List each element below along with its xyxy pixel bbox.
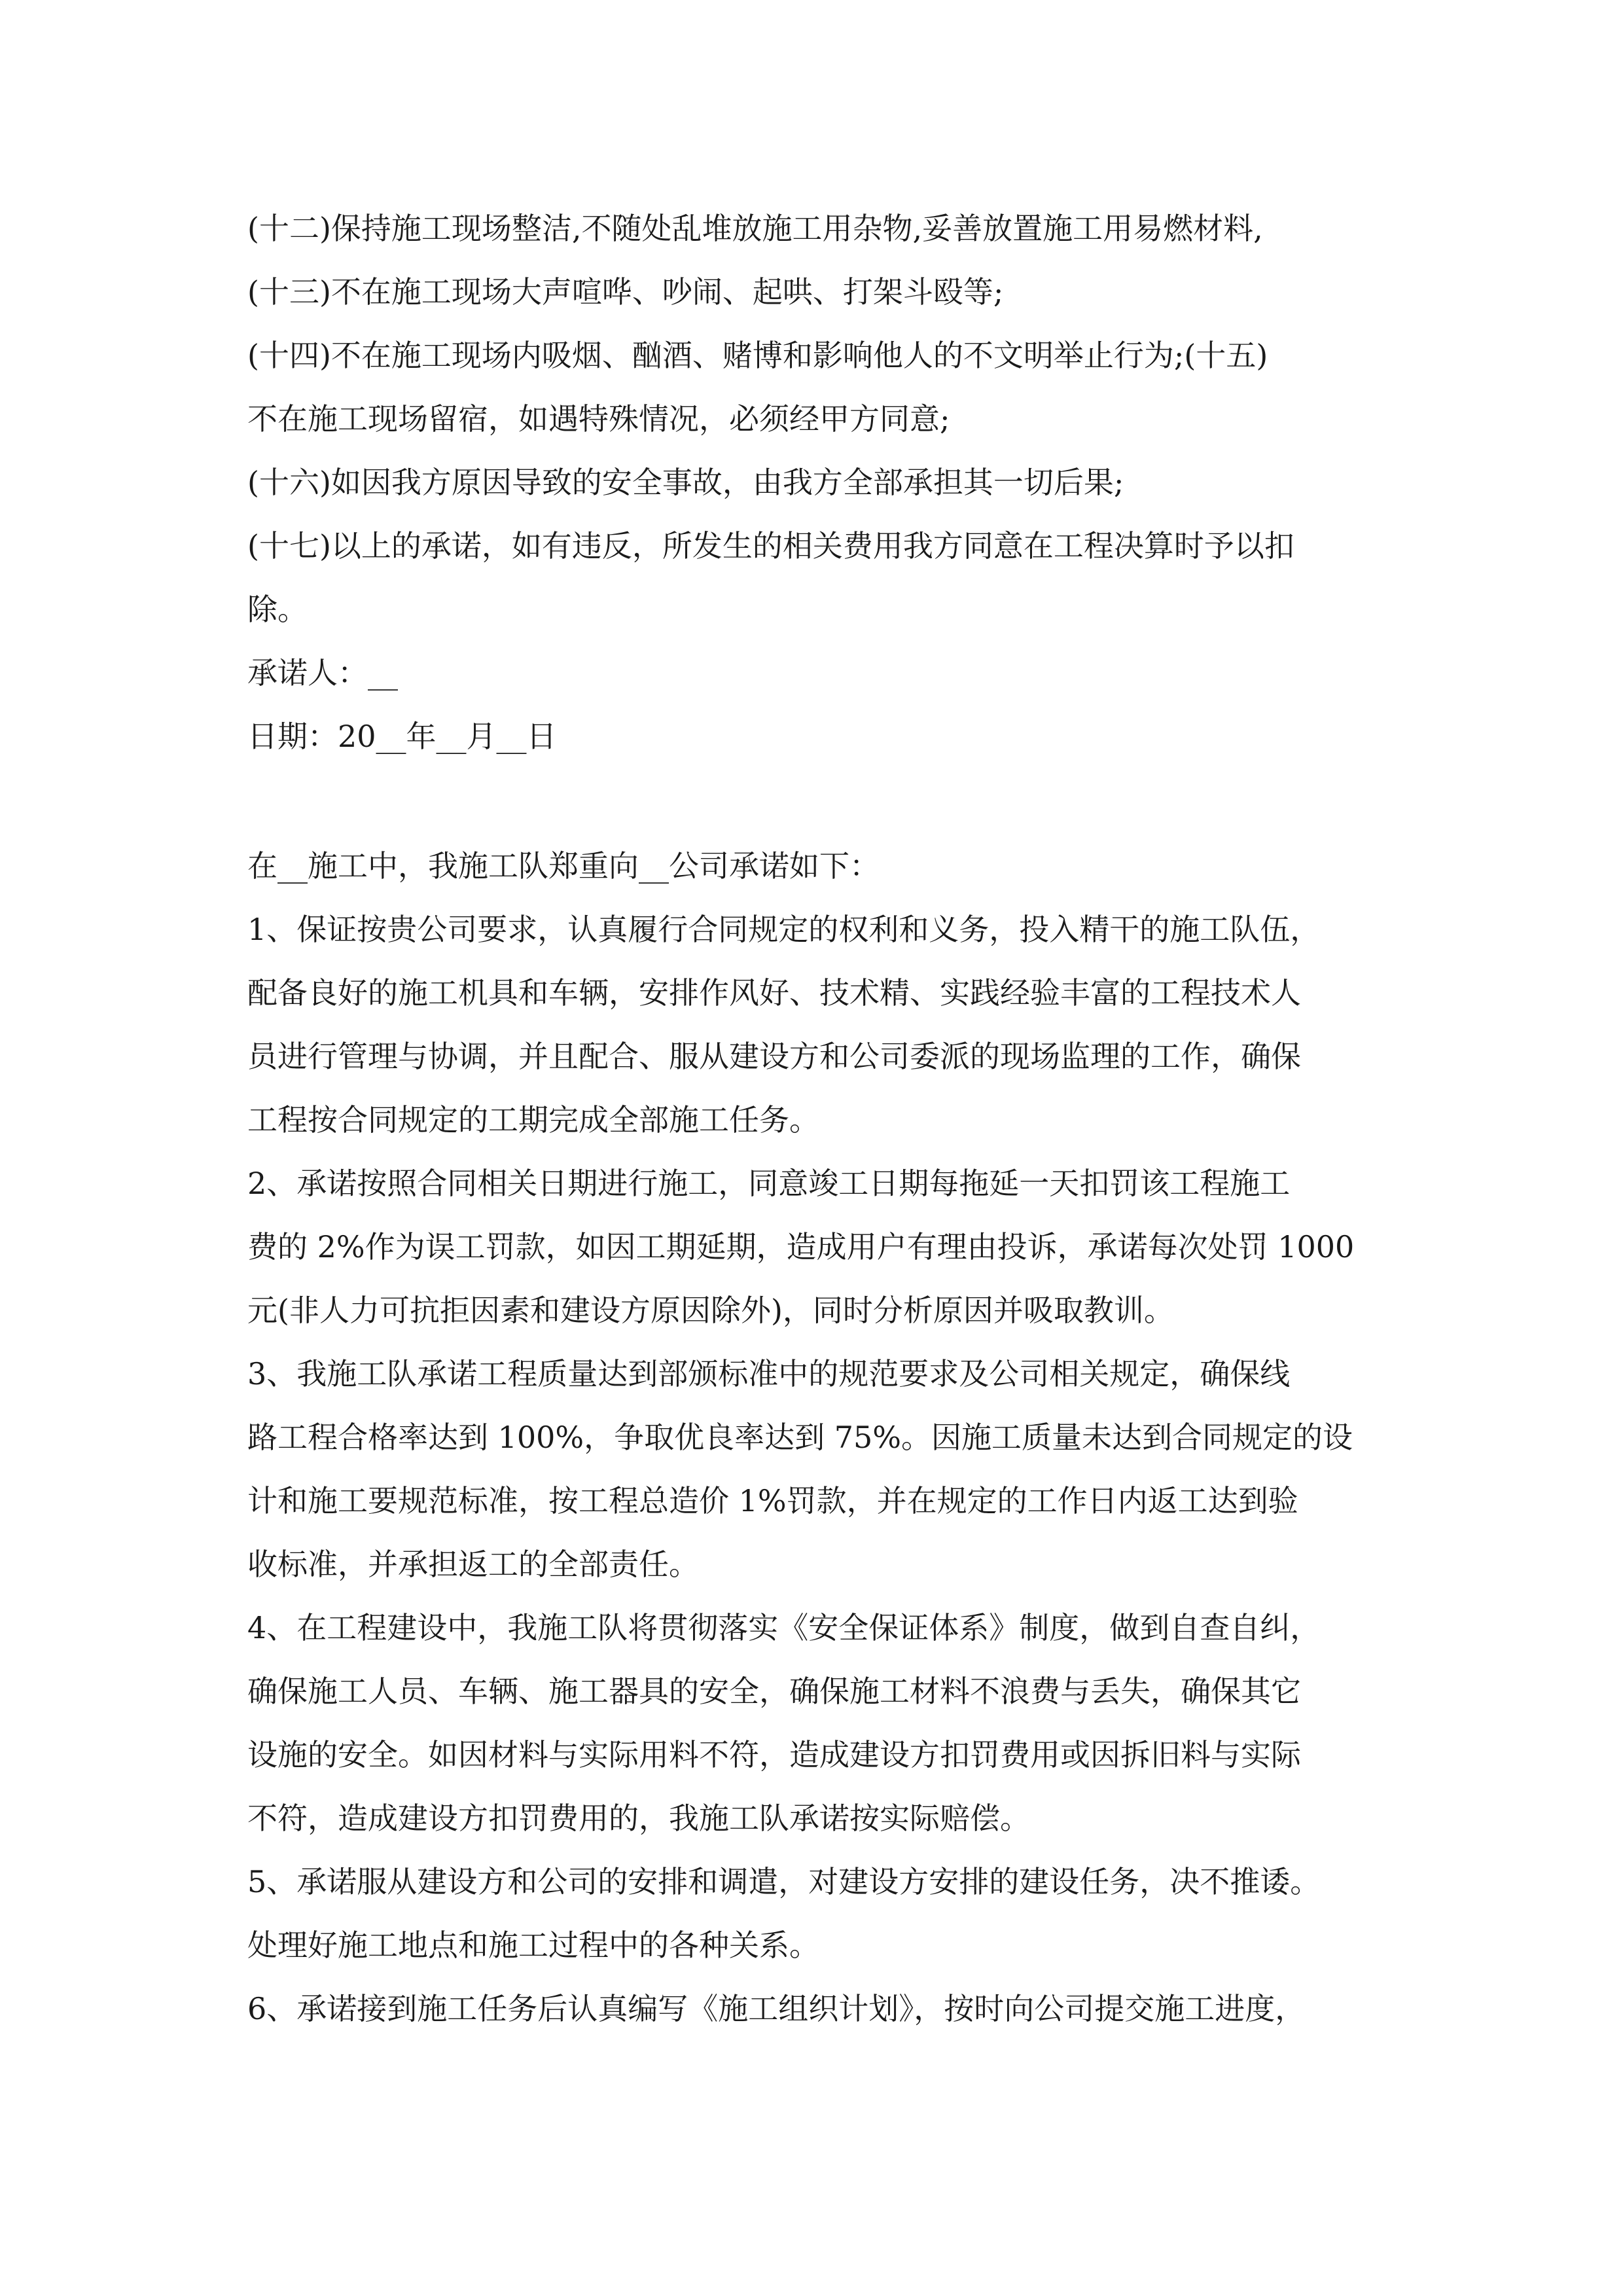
item-3-line-3: 计和施工要规范标准，按工程总造价 1%罚款，并在规定的工作日内返工达到验 bbox=[247, 1483, 1298, 1518]
promisor-signature-line: 承诺人：__ bbox=[247, 655, 398, 691]
clause-12-line: (十二)保持施工现场整洁,不随处乱堆放施工用杂物,妥善放置施工用易燃材料, bbox=[247, 211, 1263, 246]
item-1-line-3: 员进行管理与协调，并且配合、服从建设方和公司委派的现场监理的工作，确保 bbox=[247, 1039, 1301, 1074]
item-6-line-1: 6、承诺接到施工任务后认真编写《施工组织计划》，按时向公司提交施工进度， bbox=[247, 1991, 1306, 2026]
item-2-line-1: 2、承诺按照合同相关日期进行施工，同意竣工日期每拖延一天扣罚该工程施工 bbox=[247, 1166, 1291, 1201]
item-4-line-4: 不符，造成建设方扣罚费用的，我施工队承诺按实际赔偿。 bbox=[247, 1801, 1030, 1836]
commitment-clauses-section bbox=[247, 197, 1399, 768]
item-3-line-1: 3、我施工队承诺工程质量达到部颁标准中的规范要求及公司相关规定，确保线 bbox=[247, 1356, 1291, 1391]
item-4-line-1: 4、在工程建设中，我施工队将贯彻落实《安全保证体系》制度，做到自查自纠， bbox=[247, 1610, 1321, 1645]
intro-line: 在__施工中，我施工队郑重向__公司承诺如下： bbox=[247, 848, 880, 884]
date-line: 日期：20__年__月__日 bbox=[247, 719, 557, 754]
item-3-line-4: 收标准，并承担返工的全部责任。 bbox=[247, 1547, 699, 1582]
item-4-line-2: 确保施工人员、车辆、施工器具的安全，确保施工材料不浪费与丢失，确保其它 bbox=[247, 1674, 1301, 1709]
item-2-line-3: 元(非人力可抗拒因素和建设方原因除外)，同时分析原因并吸取教训。 bbox=[247, 1293, 1174, 1328]
item-2-line-2: 费的 2%作为误工罚款，如因工期延期，造成用户有理由投诉，承诺每次处罚 1000 bbox=[247, 1229, 1355, 1265]
clause-15-line: 不在施工现场留宿，如遇特殊情况，必须经甲方同意; bbox=[247, 401, 950, 437]
clause-17-line: (十七)以上的承诺，如有违反，所发生的相关费用我方同意在工程决算时予以扣 bbox=[247, 528, 1294, 564]
item-3-line-2: 路工程合格率达到 100%，争取优良率达到 75%。因施工质量未达到合同规定的设 bbox=[247, 1420, 1353, 1455]
clause-14-line: (十四)不在施工现场内吸烟、酗酒、赌博和影响他人的不文明举止行为;(十五) bbox=[247, 338, 1268, 373]
clause-13-line: (十三)不在施工现场大声喧哗、吵闹、起哄、打架斗殴等; bbox=[247, 274, 1004, 310]
clause-16-line: (十六)如因我方原因导致的安全事故，由我方全部承担其一切后果; bbox=[247, 465, 1124, 500]
item-1-line-2: 配备良好的施工机具和车辆，安排作风好、技术精、实践经验丰富的工程技术人 bbox=[247, 975, 1301, 1011]
item-4-line-3: 设施的安全。如因材料与实际用料不符，造成建设方扣罚费用或因拆旧料与实际 bbox=[247, 1737, 1301, 1772]
item-5-line-2: 处理好施工地点和施工过程中的各种关系。 bbox=[247, 1928, 819, 1963]
construction-commitment-section bbox=[247, 834, 1399, 2041]
item-5-line-1: 5、承诺服从建设方和公司的安排和调遣，对建设方安排的建设任务，决不推诿。 bbox=[247, 1864, 1321, 1899]
item-1-line-4: 工程按合同规定的工期完成全部施工任务。 bbox=[247, 1102, 819, 1138]
clause-17-continuation: 除。 bbox=[247, 592, 308, 627]
item-1-line-1: 1、保证按贵公司要求，认真履行合同规定的权利和义务，投入精干的施工队伍， bbox=[247, 912, 1321, 947]
